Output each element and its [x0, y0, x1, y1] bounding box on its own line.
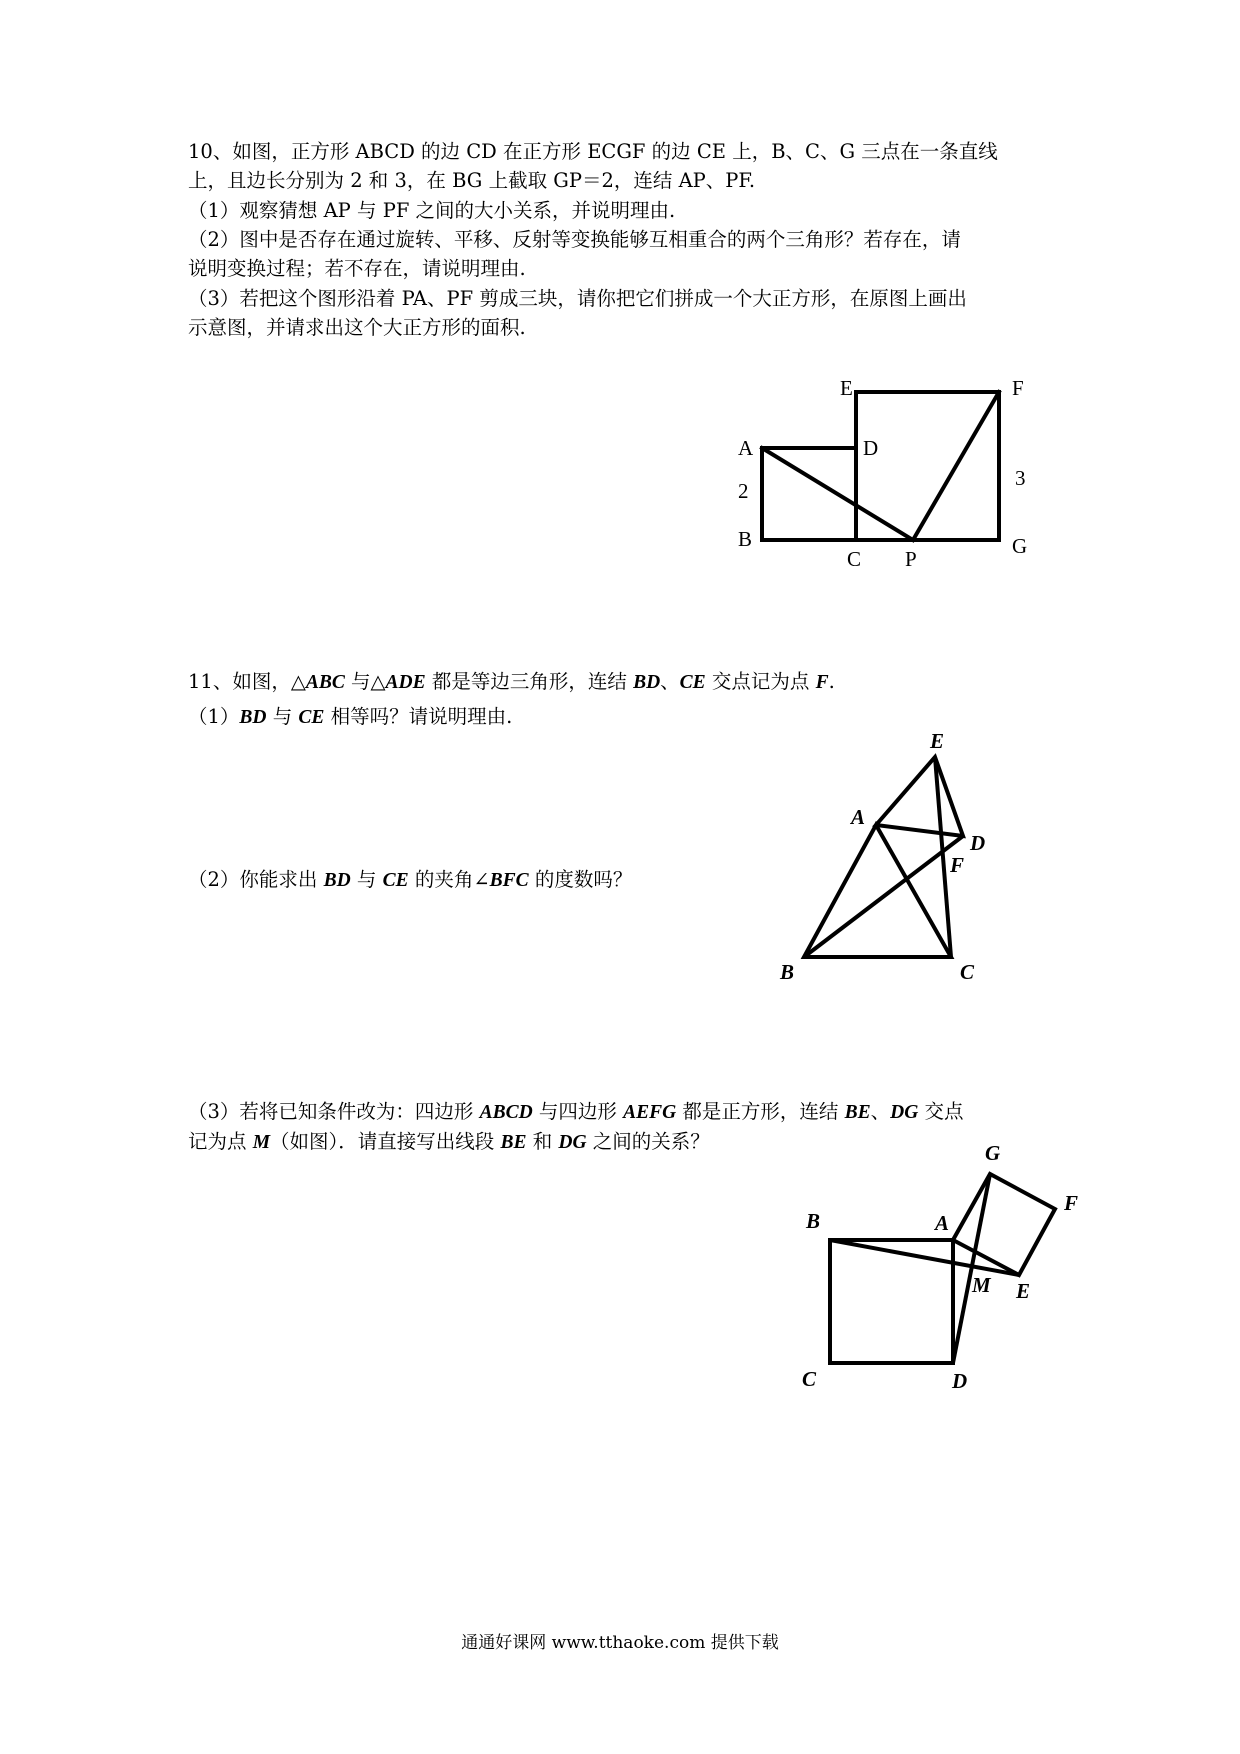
q11-3-label-g: G — [985, 1141, 1001, 1165]
q11-p3-seg-dg-2: DG — [558, 1132, 587, 1153]
q11-p3-text: （如图）．请直接写出线段 — [270, 1130, 501, 1153]
q10-line-5: 说明变换过程；若不存在，请说明理由. — [188, 257, 526, 280]
q11-p3-text: （3）若将已知条件改为：四边形 — [188, 1100, 480, 1123]
q10-label-p: P — [905, 547, 917, 571]
q10-label-f: F — [1012, 376, 1024, 400]
segment-be — [830, 1240, 1019, 1275]
q11-label-c: C — [960, 960, 975, 984]
q10-line-7: 示意图，并请求出这个大正方形的面积. — [188, 316, 526, 339]
q11-label-a: A — [851, 805, 866, 829]
q11-p3-text: 交点 — [918, 1100, 964, 1123]
q10-line-3: （1）观察猜想 AP 与 PF 之间的大小关系，并说明理由. — [188, 199, 676, 222]
q10-label-side-small: 2 — [738, 479, 749, 503]
q11-p3-text: 都是正方形，连结 — [676, 1100, 845, 1123]
q11-3-label-d: D — [952, 1369, 968, 1393]
q10-line-4: （2）图中是否存在通过旋转、平移、反射等变换能够互相重合的两个三角形？若存在，请 — [188, 228, 961, 251]
q11-p2-text: 与 — [350, 868, 383, 891]
q11-intro-text: . — [828, 670, 835, 693]
q11-p2-text: （2）你能求出 — [188, 868, 324, 891]
q10-line-1: 10、如图，正方形 ABCD 的边 CD 在正方形 ECGF 的边 CE 上，B、C、G 三点在一条直线 — [188, 140, 998, 163]
q11-seg-ce: CE — [679, 672, 706, 693]
q11-p3-text: 记为点 — [188, 1130, 253, 1153]
q11-3-label-b: B — [806, 1209, 821, 1233]
q11-p3-text: 、 — [870, 1100, 891, 1123]
q11-p3-seg-dg: DG — [890, 1102, 919, 1123]
square-aefg — [953, 1174, 1055, 1275]
q11-intro-text: 11、如图，△ — [188, 670, 306, 693]
q11-p3-point-m: M — [252, 1132, 271, 1153]
q10-label-side-large: 3 — [1015, 466, 1026, 490]
q11-3-label-c: C — [802, 1367, 817, 1391]
q11-3-label-m: M — [972, 1273, 991, 1297]
q10-label-c: C — [847, 547, 862, 571]
q10-label-b: B — [738, 527, 753, 551]
q11-point-f: F — [815, 672, 829, 693]
q11-p1-seg-ce: CE — [298, 707, 325, 728]
q11-intro-text: 都是等边三角形，连结 — [425, 670, 634, 693]
q11-p3-seg-be: BE — [844, 1102, 871, 1123]
q11-intro-text: 与△ — [344, 670, 386, 693]
q11-label-b: B — [780, 960, 795, 984]
q11-label-d: D — [970, 831, 986, 855]
q11-label-e: E — [930, 729, 945, 753]
q11-p1-text: 与 — [266, 705, 299, 728]
q11-p3-quad-abcd: ABCD — [479, 1102, 533, 1123]
q11-p2-text: 的夹角∠ — [408, 868, 490, 891]
q11-p3-quad-aefg: AEFG — [623, 1102, 677, 1123]
q11-p1-seg-bd: BD — [239, 707, 267, 728]
q10-line-6: （3）若把这个图形沿着 PA、PF 剪成三块，请你把它们拼成一个大正方形，在原图上画出 — [188, 287, 967, 310]
page-footer: 通通好课网 www.tthaoke.com 提供下载 — [461, 1633, 779, 1653]
q11-tri-ade: ADE — [385, 672, 426, 693]
q11-p3-seg-be-2: BE — [500, 1132, 527, 1153]
q10-line-2: 上，且边长分别为 2 和 3，在 BG 上截取 GP＝2，连结 AP、PF. — [188, 169, 756, 192]
q11-seg-bd: BD — [633, 672, 661, 693]
q11-tri-abc: ABC — [305, 672, 345, 693]
q10-label-a: A — [738, 436, 754, 460]
q11-p2-seg-bd: BD — [323, 870, 351, 891]
q11-3-label-f: F — [1064, 1191, 1079, 1215]
q11-p3-text: 和 — [526, 1130, 559, 1153]
q11-3-label-a: A — [935, 1211, 950, 1235]
q10-label-g: G — [1012, 534, 1028, 558]
q11-3-label-e: E — [1016, 1279, 1031, 1303]
q11-p2-seg-ce: CE — [382, 870, 409, 891]
q11-intro-text: 、 — [660, 670, 680, 693]
q11-p2-angle-bfc: BFC — [489, 870, 529, 891]
q11-label-f: F — [950, 853, 965, 877]
q10-label-d: D — [863, 436, 879, 460]
q11-p3-text: 之间的关系？ — [586, 1130, 710, 1153]
q11-p1-text: （1） — [188, 705, 240, 728]
q11-p1-text: 相等吗？请说明理由. — [324, 705, 513, 728]
q11-p3-text: 与四边形 — [532, 1100, 624, 1123]
q11-intro-text: 交点记为点 — [705, 670, 816, 693]
q11-p2-text: 的度数吗？ — [528, 868, 633, 891]
q10-label-e: E — [840, 376, 853, 400]
